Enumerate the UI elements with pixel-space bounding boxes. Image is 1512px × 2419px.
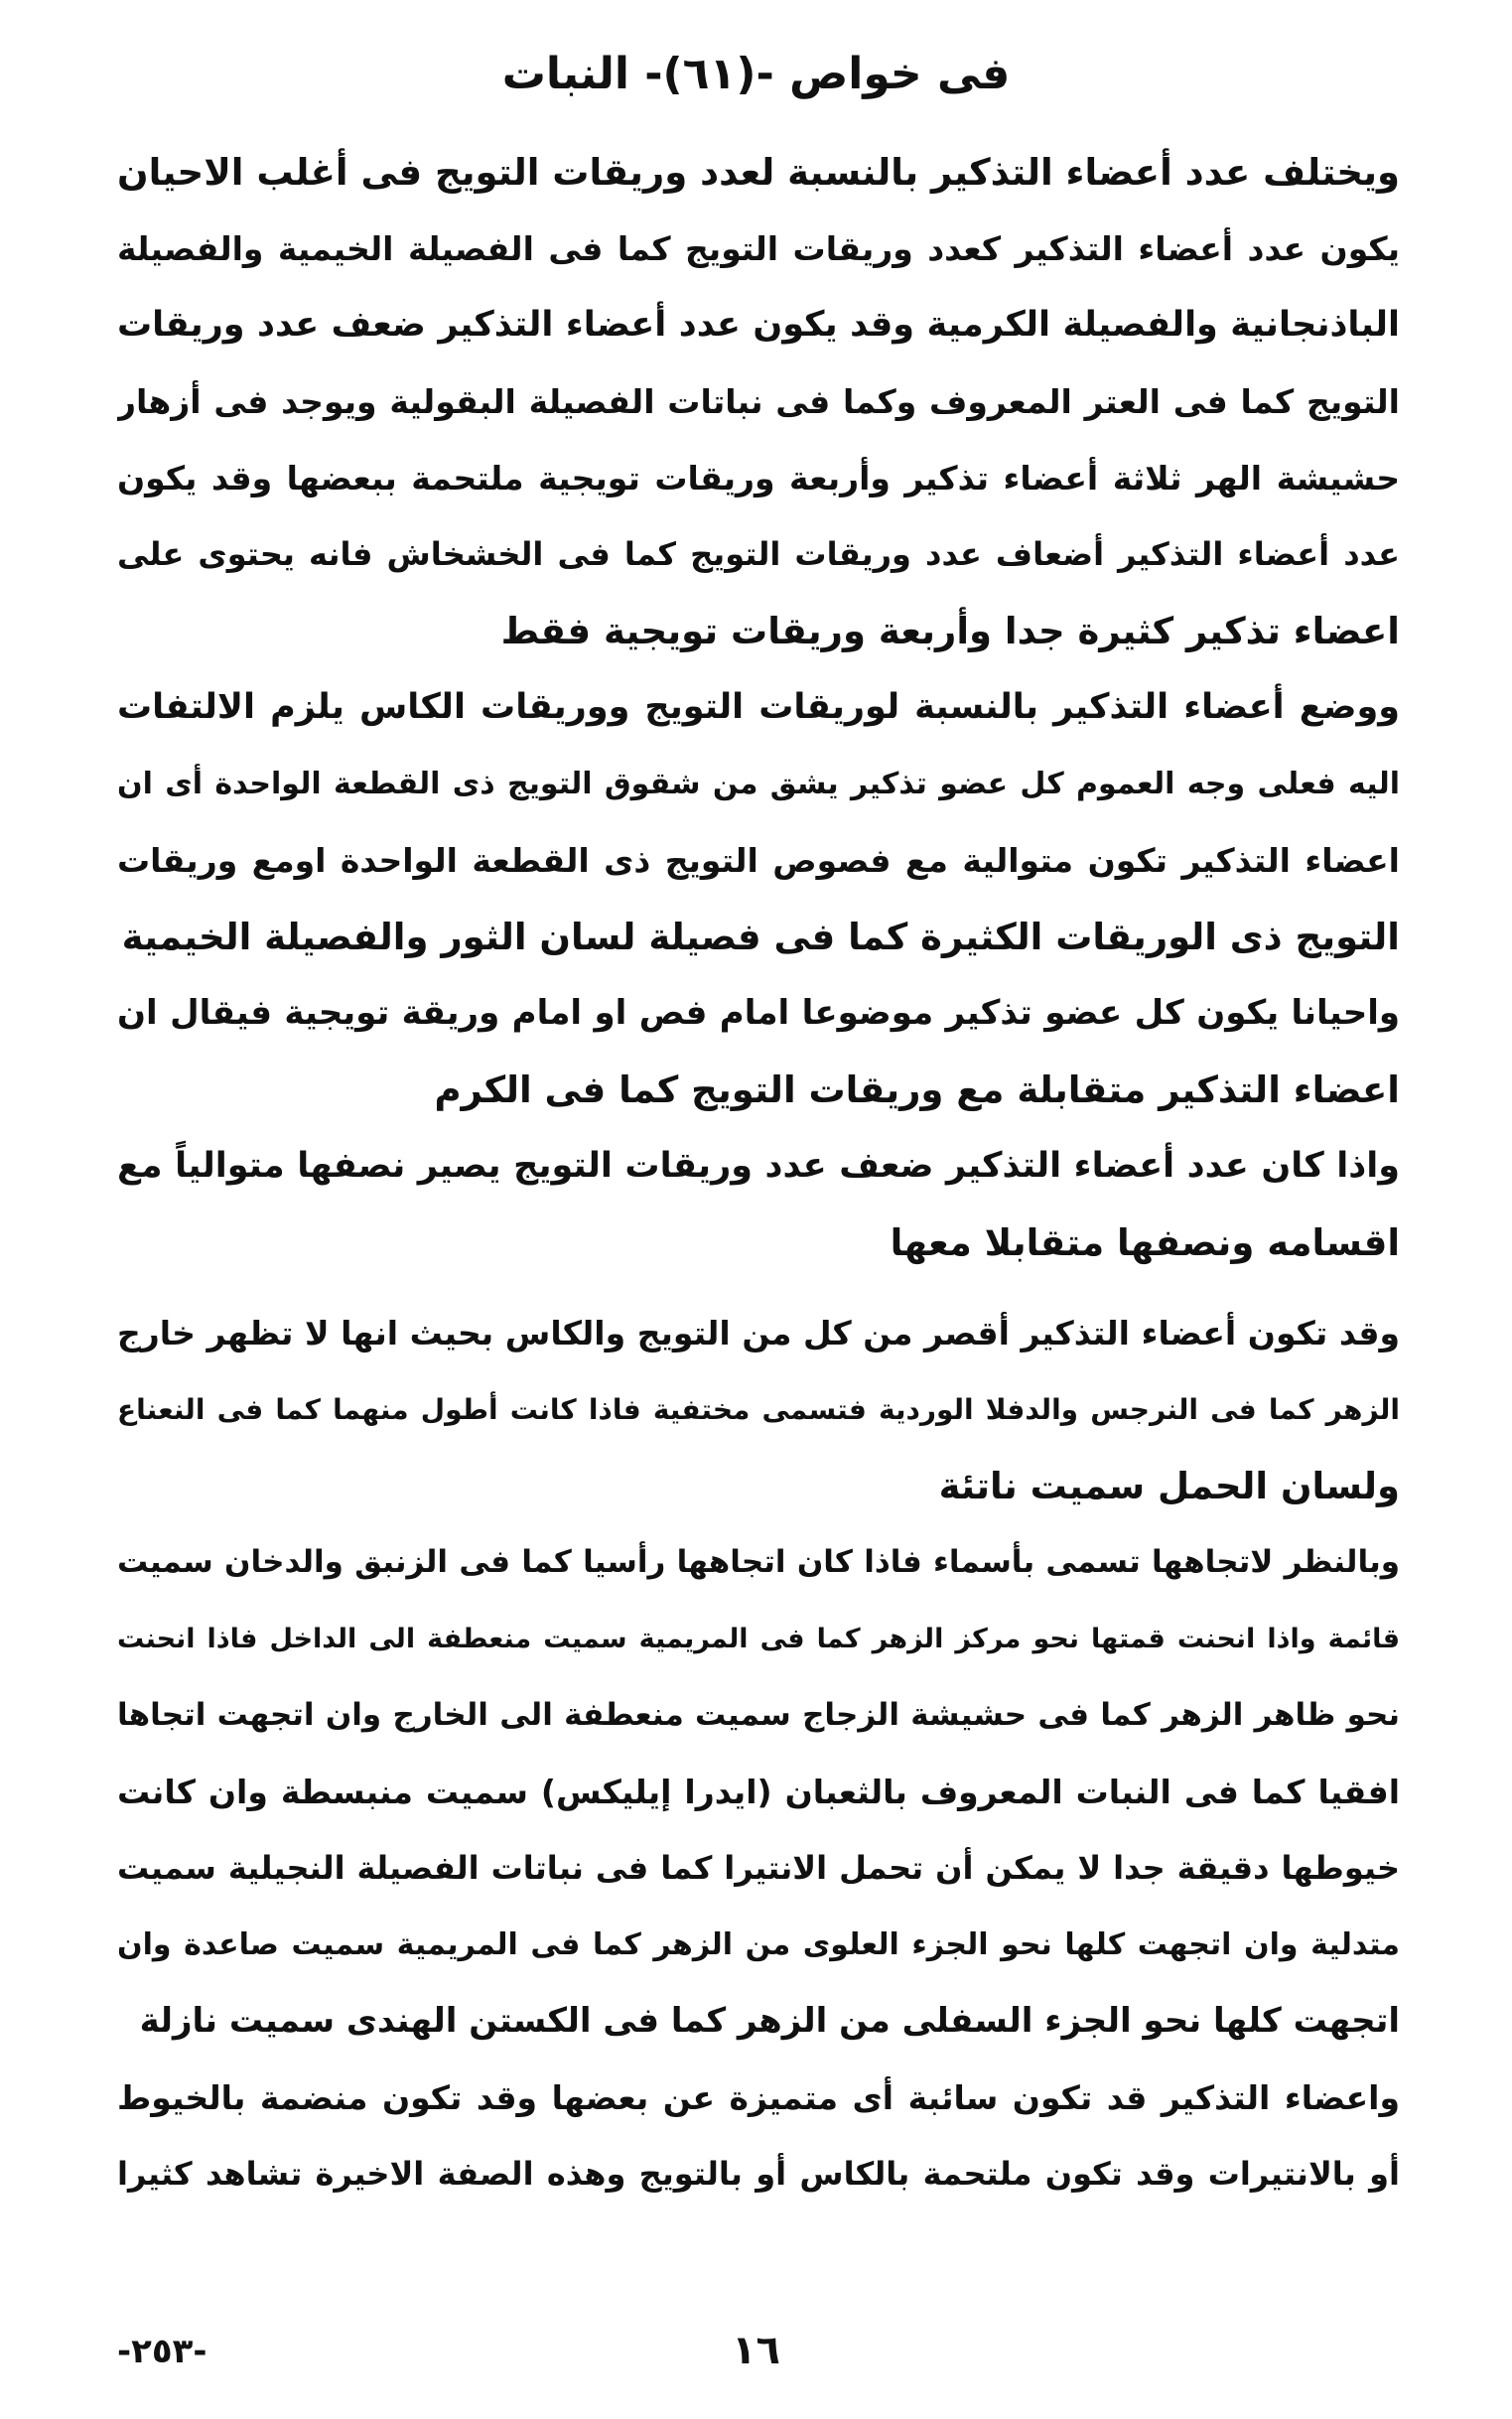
text-line: الباذنجانية والفصيلة الكرمية وقد يكون عدد أعضاء التذكير ضعف عدد وريقات	[117, 305, 1400, 345]
page-number: -٢٥٣-	[117, 2332, 207, 2371]
text-line: التويج ذى الوريقات الكثيرة كما فى فصيلة لسان الثور والفصيلة الخيمية	[121, 916, 1400, 958]
text-line: وبالنظر لاتجاهها تسمى بأسماء فاذا كان اتجاهها رأسيا كما فى الزنبق والدخان سميت	[117, 1544, 1400, 1580]
text-line: قائمة واذا انحنت قمتها نحو مركز الزهر كما فى المريمية سميت منعطفة الى الداخل فاذا انحنت	[117, 1624, 1400, 1654]
text-line: ويختلف عدد أعضاء التذكير بالنسبة لعدد وريقات التويج فى أغلب الاحيان	[117, 151, 1400, 194]
text-line: اتجهت كلها نحو الجزء السفلى من الزهر كما فى الكستن الهندى سميت نازلة	[139, 2001, 1400, 2041]
signature-mark: ١٦	[732, 2328, 780, 2373]
text-line: واحيانا يكون كل عضو تذكير موضوعا امام فص او امام وريقة تويجية فيقال ان	[117, 993, 1400, 1033]
text-line: واعضاء التذكير قد تكون سائبة أى متميزة عن بعضها وقد تكون منضمة بالخيوط	[117, 2078, 1400, 2117]
text-line: ولسان الحمل سميت ناتئة	[938, 1465, 1400, 1507]
text-line: اقسامه ونصفها متقابلا معها	[890, 1221, 1400, 1264]
text-line: متدلية وان اتجهت كلها نحو الجزء العلوى من الزهر كما فى المريمية سميت صاعدة وان	[117, 1927, 1400, 1962]
text-line: واذا كان عدد أعضاء التذكير ضعف عدد وريقات التويج يصير نصفها متوالياً مع	[117, 1146, 1400, 1186]
text-line: حشيشة الهر ثلاثة أعضاء تذكير وأربعة وريقات تويجية ملتحمة ببعضها وقد يكون	[117, 459, 1400, 498]
text-line: اعضاء التذكير تكون متوالية مع فصوص التويج ذى القطعة الواحدة اومع وريقات	[117, 841, 1400, 880]
text-line: خيوطها دقيقة جدا لا يمكن أن تحمل الانتيرا كما فى نباتات الفصيلة النجيلية سميت	[117, 1849, 1400, 1887]
text-line: نحو ظاهر الزهر كما فى حشيشة الزجاج سميت منعطفة الى الخارج وان اتجهت اتجاها	[117, 1697, 1400, 1733]
running-head-title: فى خواص -(٦١)- النبات	[501, 49, 1011, 99]
text-line: اعضاء التذكير متقابلة مع وريقات التويج كما فى الكرم	[434, 1068, 1400, 1111]
text-line: اعضاء تذكير كثيرة جدا وأربعة وريقات تويجية فقط	[500, 610, 1400, 652]
text-line: اليه فعلى وجه العموم كل عضو تذكير يشق من شقوق التويج ذى القطعة الواحدة أى ان	[117, 767, 1400, 801]
text-line: ووضع أعضاء التذكير بالنسبة لوريقات التويج ووريقات الكاس يلزم الالتفات	[117, 687, 1400, 727]
text-line: عدد أعضاء التذكير أضعاف عدد وريقات التويج كما فى الخشخاش فانه يحتوى على	[117, 535, 1400, 573]
body-text	[117, 134, 1400, 2212]
text-line: التويج كما فى العتر المعروف وكما فى نباتات الفصيلة البقولية ويوجد فى أزهار	[117, 382, 1400, 421]
text-line: يكون عدد أعضاء التذكير كعدد وريقات التويج كما فى الفصيلة الخيمية والفصيلة	[117, 229, 1400, 268]
text-line: افقيا كما فى النبات المعروف بالثعبان (ايدرا إيليكس) سميت منبسطة وان كانت	[117, 1773, 1400, 1811]
text-line: أو بالانتيرات وقد تكون ملتحمة بالكاس أو بالتويج وهذه الصفة الاخيرة تشاهد كثيرا	[117, 2155, 1400, 2193]
text-line: الزهر كما فى النرجس والدفلا الوردية فتسمى مختفية فاذا كانت أطول منهما كما فى النعناع	[117, 1393, 1400, 1426]
text-line: وقد تكون أعضاء التذكير أقصر من كل من التويج والكاس بحيث انها لا تظهر خارج	[117, 1314, 1400, 1352]
